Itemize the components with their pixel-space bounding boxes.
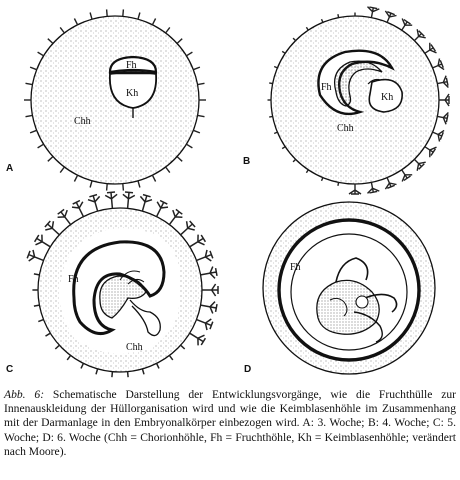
panel-letter-c: C xyxy=(6,364,14,375)
villus xyxy=(181,221,195,235)
villus xyxy=(74,19,77,25)
villus xyxy=(38,320,43,322)
villus xyxy=(197,250,213,261)
villus xyxy=(35,235,51,247)
villus xyxy=(181,345,185,349)
villus xyxy=(30,130,37,133)
panel-letter-b: B xyxy=(243,156,251,167)
villus xyxy=(306,170,308,173)
villus xyxy=(58,209,71,224)
villus xyxy=(414,159,425,170)
villus xyxy=(433,130,445,141)
villus xyxy=(152,175,155,181)
villus xyxy=(48,157,53,162)
villus xyxy=(322,19,323,22)
chorion-sac-a xyxy=(31,16,199,184)
villus xyxy=(338,14,339,17)
villus xyxy=(90,181,92,188)
villus xyxy=(138,13,140,20)
villus xyxy=(140,195,152,212)
villus xyxy=(34,305,40,306)
villus xyxy=(96,369,98,374)
villus xyxy=(402,19,413,31)
villus xyxy=(72,201,83,217)
label-fh-a: Fh xyxy=(126,60,137,71)
villus xyxy=(186,144,192,148)
villus xyxy=(157,201,168,217)
panel-a xyxy=(6,9,206,190)
villus xyxy=(198,115,205,116)
villus xyxy=(385,11,396,23)
villus xyxy=(306,27,308,30)
villus xyxy=(193,67,200,70)
villus xyxy=(90,13,92,20)
villus xyxy=(169,355,172,360)
villus xyxy=(322,178,323,181)
villus xyxy=(88,195,100,212)
panel-b xyxy=(243,7,449,194)
villus xyxy=(437,76,448,88)
caption-text: Schematische Darstellung der Entwicklungsvorgänge, wie die Fruchthülle zur Innenauskleidung der Hüllorganisation wird und wie die Keimblasenhöhle im Zusammenhang mit der Darmanlage in den Embryonalkörper einbezogen wird. A: 3. Woche; B: 4. Woche; C: 5. Woche; D: 6. Woche (Chh = Chorionhöhle, Fh = Fruchthöhle, Kh = Keimblasenhöhle; verändert nach Moore). xyxy=(4,388,457,458)
villus xyxy=(60,167,64,173)
villus xyxy=(45,221,60,235)
villus xyxy=(123,192,135,208)
villus xyxy=(202,284,218,296)
villus xyxy=(425,43,437,54)
villus xyxy=(198,83,205,84)
label-chh-a: Chh xyxy=(74,116,91,127)
villus xyxy=(293,159,296,162)
villus xyxy=(414,29,425,40)
villus xyxy=(282,51,285,53)
villus xyxy=(38,52,44,56)
villus xyxy=(81,363,83,368)
villus xyxy=(60,27,64,33)
villus xyxy=(46,333,51,336)
villus xyxy=(274,67,277,68)
villus xyxy=(282,147,285,149)
label-chh-b: Chh xyxy=(337,123,354,134)
villus xyxy=(269,116,272,117)
villus xyxy=(166,27,170,33)
panel-d xyxy=(244,202,435,375)
villus xyxy=(186,52,192,56)
villus xyxy=(34,274,40,275)
villus xyxy=(169,209,182,224)
label-fh-b: Fh xyxy=(321,82,332,93)
villus xyxy=(138,181,140,188)
villus xyxy=(55,345,59,349)
villus xyxy=(338,182,339,185)
label-fh-d: Fh xyxy=(290,262,301,273)
label-kh-a: Kh xyxy=(126,88,139,99)
villus xyxy=(201,267,217,279)
villus xyxy=(157,363,159,368)
label-kh-b: Kh xyxy=(381,92,394,103)
villus xyxy=(38,144,44,148)
villus xyxy=(123,9,124,16)
villus xyxy=(27,250,43,261)
villus xyxy=(201,302,217,314)
villus xyxy=(67,355,70,360)
villus xyxy=(368,182,380,193)
villus xyxy=(197,319,213,330)
figure-caption xyxy=(4,388,456,459)
villus xyxy=(30,67,37,70)
panel-letter-a: A xyxy=(6,163,14,174)
villus xyxy=(425,147,437,158)
villus xyxy=(293,38,296,41)
villus xyxy=(26,115,33,116)
villus xyxy=(112,372,113,378)
villus xyxy=(48,39,53,44)
villus xyxy=(190,333,206,345)
villus xyxy=(385,178,396,190)
villus xyxy=(142,369,144,374)
panel-letter-d: D xyxy=(244,364,252,375)
villus xyxy=(166,167,170,173)
villus xyxy=(274,132,277,133)
villus xyxy=(439,94,449,106)
villus xyxy=(349,184,361,194)
villus xyxy=(128,372,129,378)
villus xyxy=(152,19,155,25)
villus xyxy=(26,83,33,84)
villus xyxy=(123,184,124,191)
panel-c xyxy=(6,192,218,377)
villus xyxy=(190,235,206,247)
caption-lead: Abb. 6: xyxy=(4,388,45,401)
villus xyxy=(177,39,182,44)
villus xyxy=(437,113,448,125)
villus xyxy=(107,184,108,191)
villus xyxy=(74,175,77,181)
villus xyxy=(269,83,272,84)
villus xyxy=(105,192,117,208)
villus xyxy=(368,7,380,18)
villus xyxy=(177,157,182,162)
label-fh-c: Fh xyxy=(68,274,79,285)
villus xyxy=(107,9,108,16)
chorion-sac-b xyxy=(271,16,439,184)
villus xyxy=(433,59,445,70)
label-chh-c: Chh xyxy=(126,342,143,353)
villus xyxy=(402,170,413,182)
villus xyxy=(193,130,200,133)
